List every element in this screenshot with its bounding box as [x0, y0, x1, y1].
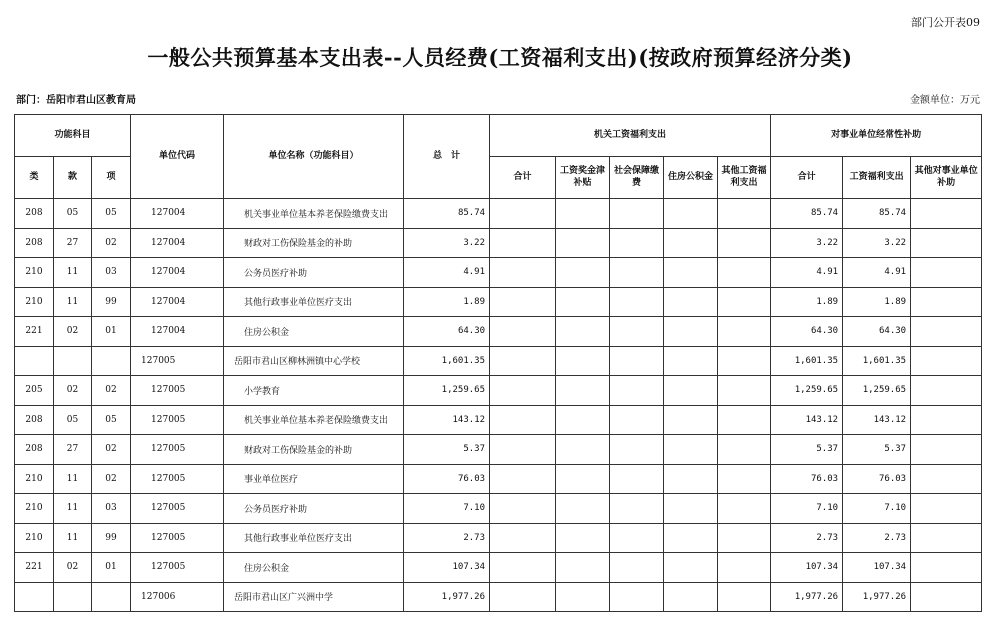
- cell-admin-total: [490, 435, 556, 465]
- header-unit-name: 单位名称（功能科目）: [224, 115, 404, 199]
- cell-total: 1.89: [404, 287, 490, 317]
- cell-admin-wage: [556, 287, 610, 317]
- cell-admin-housing: [664, 494, 718, 524]
- cell-xiang: 01: [92, 553, 131, 583]
- cell-unit-code: 127005: [131, 553, 224, 583]
- cell-lei: [15, 582, 54, 612]
- page-title: 一般公共预算基本支出表--人员经费(工资福利支出)(按政府预算经济分类): [147, 45, 853, 70]
- cell-admin-housing: [664, 523, 718, 553]
- cell-total: 76.03: [404, 464, 490, 494]
- cell-unit-name: 机关事业单位基本养老保险缴费支出: [224, 405, 404, 435]
- cell-unit-name: 事业单位医疗: [224, 464, 404, 494]
- cell-admin-housing: [664, 199, 718, 229]
- cell-inst-total: 1.89: [771, 287, 843, 317]
- cell-inst-total: 1,259.65: [771, 376, 843, 406]
- table-row: [15, 523, 982, 553]
- cell-admin-total: [490, 346, 556, 376]
- cell-inst-wage: 1,601.35: [843, 346, 911, 376]
- table-row: [15, 582, 982, 612]
- cell-kuan: 02: [54, 376, 92, 406]
- cell-unit-code: 127005: [131, 464, 224, 494]
- cell-admin-total: [490, 199, 556, 229]
- table-row: [15, 553, 982, 583]
- cell-admin-total: [490, 523, 556, 553]
- cell-kuan: 02: [54, 317, 92, 347]
- header-admin-total: 合计: [490, 157, 556, 199]
- cell-unit-code: 127004: [131, 228, 224, 258]
- cell-xiang: 02: [92, 464, 131, 494]
- cell-admin-housing: [664, 228, 718, 258]
- cell-kuan: [54, 346, 92, 376]
- cell-kuan: 27: [54, 228, 92, 258]
- cell-admin-social: [610, 199, 664, 229]
- cell-admin-wage: [556, 228, 610, 258]
- cell-xiang: 02: [92, 435, 131, 465]
- cell-admin-other: [718, 464, 771, 494]
- cell-admin-wage: [556, 464, 610, 494]
- cell-admin-wage: [556, 494, 610, 524]
- cell-inst-wage: 7.10: [843, 494, 911, 524]
- cell-inst-other: [911, 346, 982, 376]
- table-row: [15, 494, 982, 524]
- cell-unit-code: 127004: [131, 199, 224, 229]
- cell-admin-wage: [556, 523, 610, 553]
- table-row: [15, 287, 982, 317]
- cell-lei: 221: [15, 317, 54, 347]
- cell-unit-code: 127006: [131, 582, 224, 612]
- header-admin-housing: 住房公积金: [664, 157, 718, 199]
- cell-inst-wage: 3.22: [843, 228, 911, 258]
- cell-inst-other: [911, 376, 982, 406]
- cell-unit-name: 财政对工伤保险基金的补助: [224, 228, 404, 258]
- cell-inst-wage: 1,259.65: [843, 376, 911, 406]
- cell-inst-total: 85.74: [771, 199, 843, 229]
- header-xiang: 项: [92, 157, 131, 199]
- cell-xiang: 01: [92, 317, 131, 347]
- header-admin-wage: 工资奖金津补贴: [556, 157, 610, 199]
- cell-kuan: 05: [54, 405, 92, 435]
- cell-admin-wage: [556, 199, 610, 229]
- cell-unit-name: 公务员医疗补助: [224, 494, 404, 524]
- cell-inst-wage: 76.03: [843, 464, 911, 494]
- table-row: [15, 228, 982, 258]
- cell-inst-other: [911, 435, 982, 465]
- cell-admin-other: [718, 494, 771, 524]
- header-func-subject: 功能科目: [15, 115, 131, 157]
- cell-unit-name: 岳阳市君山区广兴洲中学: [224, 582, 404, 612]
- cell-inst-wage: 85.74: [843, 199, 911, 229]
- cell-admin-total: [490, 405, 556, 435]
- cell-kuan: [54, 582, 92, 612]
- cell-admin-social: [610, 464, 664, 494]
- cell-inst-total: 7.10: [771, 494, 843, 524]
- cell-total: 2.73: [404, 523, 490, 553]
- cell-inst-wage: 1,977.26: [843, 582, 911, 612]
- cell-unit-name: 公务员医疗补助: [224, 258, 404, 288]
- table-row: [15, 346, 982, 376]
- cell-xiang: 05: [92, 199, 131, 229]
- cell-admin-social: [610, 405, 664, 435]
- cell-admin-housing: [664, 287, 718, 317]
- header-inst-total: 合计: [771, 157, 843, 199]
- cell-admin-housing: [664, 405, 718, 435]
- cell-lei: [15, 346, 54, 376]
- header-admin-wage-group: 机关工资福利支出: [490, 115, 771, 157]
- cell-admin-social: [610, 494, 664, 524]
- cell-inst-other: [911, 287, 982, 317]
- cell-lei: 221: [15, 553, 54, 583]
- cell-admin-social: [610, 435, 664, 465]
- cell-admin-other: [718, 435, 771, 465]
- cell-lei: 208: [15, 228, 54, 258]
- cell-inst-total: 2.73: [771, 523, 843, 553]
- cell-admin-social: [610, 553, 664, 583]
- table-row: [15, 317, 982, 347]
- cell-total: 1,601.35: [404, 346, 490, 376]
- cell-admin-total: [490, 287, 556, 317]
- cell-admin-total: [490, 258, 556, 288]
- cell-admin-social: [610, 317, 664, 347]
- cell-unit-code: 127005: [131, 494, 224, 524]
- cell-xiang: 03: [92, 258, 131, 288]
- cell-admin-other: [718, 346, 771, 376]
- cell-admin-other: [718, 258, 771, 288]
- cell-admin-wage: [556, 405, 610, 435]
- cell-admin-other: [718, 228, 771, 258]
- cell-admin-housing: [664, 317, 718, 347]
- header-unit-code: 单位代码: [131, 115, 224, 199]
- table-row: [15, 435, 982, 465]
- cell-inst-total: 64.30: [771, 317, 843, 347]
- cell-lei: 210: [15, 464, 54, 494]
- cell-unit-name: 住房公积金: [224, 317, 404, 347]
- cell-inst-wage: 143.12: [843, 405, 911, 435]
- cell-unit-code: 127005: [131, 435, 224, 465]
- cell-lei: 210: [15, 523, 54, 553]
- cell-inst-other: [911, 553, 982, 583]
- cell-kuan: 27: [54, 435, 92, 465]
- cell-admin-other: [718, 287, 771, 317]
- cell-admin-total: [490, 494, 556, 524]
- cell-inst-wage: 4.91: [843, 258, 911, 288]
- cell-admin-other: [718, 317, 771, 347]
- cell-admin-other: [718, 199, 771, 229]
- cell-admin-housing: [664, 376, 718, 406]
- cell-admin-social: [610, 228, 664, 258]
- cell-total: 7.10: [404, 494, 490, 524]
- cell-admin-wage: [556, 582, 610, 612]
- cell-unit-name: 其他行政事业单位医疗支出: [224, 287, 404, 317]
- header-kuan: 款: [54, 157, 92, 199]
- cell-inst-other: [911, 199, 982, 229]
- budget-table: [14, 114, 982, 612]
- cell-inst-other: [911, 317, 982, 347]
- cell-total: 64.30: [404, 317, 490, 347]
- cell-total: 1,977.26: [404, 582, 490, 612]
- cell-inst-other: [911, 494, 982, 524]
- cell-total: 1,259.65: [404, 376, 490, 406]
- cell-xiang: 03: [92, 494, 131, 524]
- cell-total: 4.91: [404, 258, 490, 288]
- cell-lei: 208: [15, 199, 54, 229]
- cell-admin-housing: [664, 582, 718, 612]
- cell-inst-wage: 2.73: [843, 523, 911, 553]
- cell-kuan: 02: [54, 553, 92, 583]
- cell-unit-name: 住房公积金: [224, 553, 404, 583]
- header-lei: 类: [15, 157, 54, 199]
- cell-unit-name: 岳阳市君山区柳林洲镇中心学校: [224, 346, 404, 376]
- cell-inst-total: 1,977.26: [771, 582, 843, 612]
- cell-admin-housing: [664, 435, 718, 465]
- table-row: [15, 405, 982, 435]
- cell-xiang: [92, 346, 131, 376]
- cell-lei: 210: [15, 258, 54, 288]
- cell-admin-wage: [556, 317, 610, 347]
- cell-admin-wage: [556, 376, 610, 406]
- cell-total: 3.22: [404, 228, 490, 258]
- table-row: [15, 464, 982, 494]
- cell-unit-name: 其他行政事业单位医疗支出: [224, 523, 404, 553]
- cell-xiang: 99: [92, 523, 131, 553]
- cell-admin-social: [610, 523, 664, 553]
- cell-lei: 208: [15, 435, 54, 465]
- cell-inst-wage: 5.37: [843, 435, 911, 465]
- cell-admin-other: [718, 553, 771, 583]
- cell-xiang: 02: [92, 376, 131, 406]
- cell-admin-social: [610, 376, 664, 406]
- cell-admin-other: [718, 376, 771, 406]
- cell-inst-other: [911, 258, 982, 288]
- cell-admin-other: [718, 405, 771, 435]
- cell-inst-other: [911, 228, 982, 258]
- cell-inst-other: [911, 405, 982, 435]
- cell-lei: 210: [15, 494, 54, 524]
- header-inst-wage: 工资福利支出: [843, 157, 911, 199]
- cell-unit-name: 财政对工伤保险基金的补助: [224, 435, 404, 465]
- header-admin-other: 其他工资福利支出: [718, 157, 771, 199]
- cell-total: 5.37: [404, 435, 490, 465]
- cell-xiang: 02: [92, 228, 131, 258]
- cell-kuan: 11: [54, 464, 92, 494]
- cell-admin-wage: [556, 258, 610, 288]
- cell-total: 143.12: [404, 405, 490, 435]
- cell-admin-total: [490, 317, 556, 347]
- cell-inst-total: 3.22: [771, 228, 843, 258]
- cell-admin-wage: [556, 346, 610, 376]
- header-admin-social: 社会保障缴费: [610, 157, 664, 199]
- cell-admin-social: [610, 582, 664, 612]
- cell-total: 107.34: [404, 553, 490, 583]
- cell-inst-other: [911, 464, 982, 494]
- cell-unit-code: 127004: [131, 287, 224, 317]
- amount-unit-label: 金额单位：万元: [910, 95, 980, 106]
- cell-unit-code: 127005: [131, 405, 224, 435]
- cell-admin-total: [490, 464, 556, 494]
- cell-kuan: 11: [54, 258, 92, 288]
- cell-inst-total: 4.91: [771, 258, 843, 288]
- form-number: 部门公开表09: [911, 16, 980, 29]
- cell-inst-wage: 107.34: [843, 553, 911, 583]
- table-row: [15, 376, 982, 406]
- cell-unit-code: 127005: [131, 346, 224, 376]
- cell-kuan: 05: [54, 199, 92, 229]
- cell-inst-total: 107.34: [771, 553, 843, 583]
- cell-xiang: [92, 582, 131, 612]
- header-inst-other: 其他对事业单位补助: [911, 157, 982, 199]
- cell-admin-social: [610, 258, 664, 288]
- cell-lei: 208: [15, 405, 54, 435]
- cell-admin-housing: [664, 346, 718, 376]
- cell-admin-wage: [556, 435, 610, 465]
- cell-kuan: 11: [54, 287, 92, 317]
- cell-inst-other: [911, 582, 982, 612]
- cell-admin-total: [490, 376, 556, 406]
- cell-kuan: 11: [54, 523, 92, 553]
- header-total: 总 计: [404, 115, 490, 199]
- cell-inst-total: 143.12: [771, 405, 843, 435]
- table-row: [15, 199, 982, 229]
- cell-unit-name: 机关事业单位基本养老保险缴费支出: [224, 199, 404, 229]
- cell-admin-total: [490, 228, 556, 258]
- header-inst-subsidy-group: 对事业单位经常性补助: [771, 115, 982, 157]
- table-row: [15, 258, 982, 288]
- cell-admin-total: [490, 553, 556, 583]
- cell-admin-social: [610, 346, 664, 376]
- cell-total: 85.74: [404, 199, 490, 229]
- cell-admin-total: [490, 582, 556, 612]
- cell-admin-housing: [664, 464, 718, 494]
- cell-xiang: 05: [92, 405, 131, 435]
- cell-inst-wage: 64.30: [843, 317, 911, 347]
- cell-xiang: 99: [92, 287, 131, 317]
- cell-unit-code: 127004: [131, 258, 224, 288]
- cell-unit-code: 127005: [131, 523, 224, 553]
- cell-inst-other: [911, 523, 982, 553]
- cell-unit-code: 127004: [131, 317, 224, 347]
- cell-inst-total: 76.03: [771, 464, 843, 494]
- cell-inst-total: 5.37: [771, 435, 843, 465]
- cell-inst-wage: 1.89: [843, 287, 911, 317]
- cell-unit-code: 127005: [131, 376, 224, 406]
- cell-admin-wage: [556, 553, 610, 583]
- cell-admin-other: [718, 582, 771, 612]
- cell-admin-housing: [664, 553, 718, 583]
- cell-lei: 205: [15, 376, 54, 406]
- cell-unit-name: 小学教育: [224, 376, 404, 406]
- cell-admin-other: [718, 523, 771, 553]
- cell-kuan: 11: [54, 494, 92, 524]
- department-label: 部门：岳阳市君山区教育局: [16, 95, 136, 106]
- cell-lei: 210: [15, 287, 54, 317]
- cell-inst-total: 1,601.35: [771, 346, 843, 376]
- cell-admin-housing: [664, 258, 718, 288]
- cell-admin-social: [610, 287, 664, 317]
